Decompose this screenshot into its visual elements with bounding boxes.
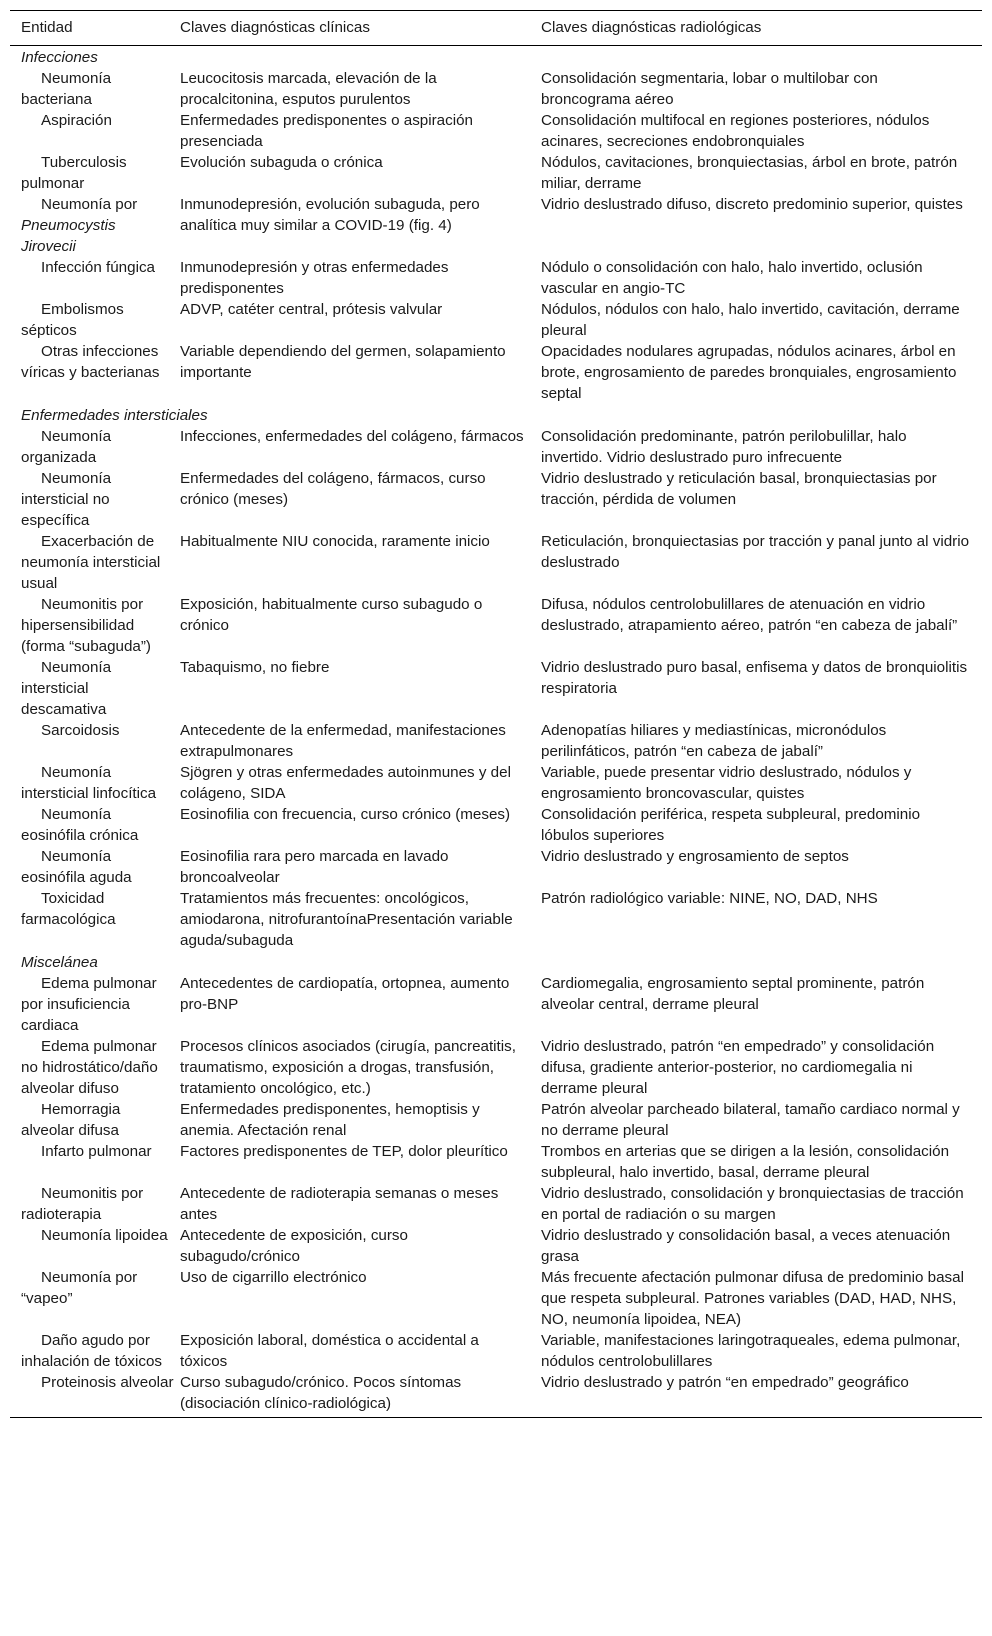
table-row — [10, 973, 982, 1036]
entity-cell — [10, 341, 180, 404]
entity-name: Neumonía por “vapeo” — [21, 1269, 138, 1307]
clinical-keys-cell: Evolución subaguda o crónica — [180, 154, 383, 171]
entity-cell — [10, 426, 180, 468]
entity-name: Tuberculosis pulmonar — [21, 154, 127, 192]
entity-cell — [10, 1036, 180, 1099]
table-row — [10, 804, 982, 846]
entity-name: Hemorragia alveolar difusa — [21, 1101, 121, 1139]
table-row — [10, 257, 982, 299]
clinical-keys-cell: Procesos clínicos asociados (cirugía, pancreatitis, traumatismo, exposición a drogas, transfusión, tratamiento oncológico, etc.) — [180, 1038, 516, 1097]
clinical-keys-cell: Eosinofilia con frecuencia, curso crónico (meses) — [180, 806, 511, 823]
section-row — [10, 951, 982, 973]
table-row — [10, 194, 982, 257]
table-row — [10, 594, 982, 657]
clinical-keys-cell: Infecciones, enfermedades del colágeno, fármacos — [180, 428, 524, 445]
clinical-keys-cell: Antecedente de exposición, curso subagudo/crónico — [180, 1227, 408, 1265]
clinical-keys-cell: Antecedentes de cardiopatía, ortopnea, aumento pro-BNP — [180, 975, 510, 1013]
table-row — [10, 1141, 982, 1183]
entity-cell — [10, 299, 180, 341]
radiological-keys-cell: Consolidación segmentaria, lobar o multilobar con broncograma aéreo — [541, 70, 878, 108]
clinical-keys-cell: Uso de cigarrillo electrónico — [180, 1269, 367, 1286]
header-radiological-keys: Claves diagnósticas radiológicas — [541, 11, 982, 46]
radiological-keys-cell: Nódulos, cavitaciones, bronquiectasias, árbol en brote, patrón miliar, derrame — [541, 154, 958, 192]
entity-name: Neumonía organizada — [21, 428, 112, 466]
entity-cell — [10, 1225, 180, 1267]
table-row — [10, 762, 982, 804]
entity-name: Sarcoidosis — [41, 722, 120, 739]
entity-cell — [10, 468, 180, 531]
radiological-keys-cell: Más frecuente afectación pulmonar difusa de predominio basal que respeta subpleural. Patrones variables (DAD, HAD, NHS, NO, neumonía lipoidea, NEA) — [541, 1269, 964, 1328]
clinical-keys-cell: Inmunodepresión y otras enfermedades predisponentes — [180, 259, 449, 297]
entity-cell — [10, 257, 180, 299]
radiological-keys-cell: Vidrio deslustrado y engrosamiento de septos — [541, 848, 849, 865]
clinical-keys-cell: Antecedente de la enfermedad, manifestaciones extrapulmonares — [180, 722, 506, 760]
table-row — [10, 299, 982, 341]
clinical-keys-cell: Sjögren y otras enfermedades autoinmunes y del colágeno, SIDA — [180, 764, 511, 802]
differential-diagnosis-table — [10, 10, 982, 1418]
entity-name: Edema pulmonar por insuficiencia cardiaca — [21, 975, 157, 1034]
radiological-keys-cell: Vidrio deslustrado difuso, discreto predominio superior, quistes — [541, 196, 963, 213]
table-row — [10, 68, 982, 110]
section-row — [10, 46, 982, 69]
table-row — [10, 1372, 982, 1418]
clinical-keys-cell: Leucocitosis marcada, elevación de la procalcitonina, esputos purulentos — [180, 70, 437, 108]
table-row — [10, 1330, 982, 1372]
clinical-keys-cell: Antecedente de radioterapia semanas o meses antes — [180, 1185, 499, 1223]
clinical-keys-cell: Tratamientos más frecuentes: oncológicos, amiodarona, nitrofurantoínaPresentación variable aguda/subaguda — [180, 890, 513, 949]
radiological-keys-cell: Consolidación periférica, respeta subpleural, predominio lóbulos superiores — [541, 806, 921, 844]
entity-cell — [10, 720, 180, 762]
entity-name: Neumonía eosinófila crónica — [21, 806, 139, 844]
table-row — [10, 1183, 982, 1225]
radiological-keys-cell: Adenopatías hiliares y mediastínicas, micronódulos perilinfáticos, patrón “en cabeza de jabalí” — [541, 722, 887, 760]
section-title: Miscelánea — [21, 954, 98, 971]
header-entity: Entidad — [10, 11, 180, 46]
table-row — [10, 152, 982, 194]
clinical-keys-cell: Enfermedades predisponentes, hemoptisis y anemia. Afectación renal — [180, 1101, 480, 1139]
entity-cell — [10, 1183, 180, 1225]
entity-name: Neumonía intersticial descamativa — [21, 659, 112, 718]
entity-cell — [10, 68, 180, 110]
clinical-keys-cell: Exposición laboral, doméstica o accidental a tóxicos — [180, 1332, 479, 1370]
entity-cell — [10, 1141, 180, 1183]
radiological-keys-cell: Variable, puede presentar vidrio deslustrado, nódulos y engrosamiento broncovascular, quistes — [541, 764, 912, 802]
entity-name: Neumonía intersticial no específica — [21, 470, 112, 529]
entity-cell — [10, 1330, 180, 1372]
entity-name: Neumonitis por radioterapia — [21, 1185, 144, 1223]
clinical-keys-cell: Habitualmente NIU conocida, raramente inicio — [180, 533, 490, 550]
entity-cell — [10, 1099, 180, 1141]
table-row — [10, 468, 982, 531]
entity-cell — [10, 846, 180, 888]
entity-cell — [10, 110, 180, 152]
clinical-keys-cell: Curso subagudo/crónico. Pocos síntomas (disociación clínico-radiológica) — [180, 1372, 541, 1418]
radiological-keys-cell: Vidrio deslustrado, consolidación y bronquiectasias de tracción en portal de radiación o su margen — [541, 1185, 964, 1223]
entity-name: Neumonía intersticial linfocítica — [21, 764, 157, 802]
clinical-keys-cell: Enfermedades del colágeno, fármacos, curso crónico (meses) — [180, 470, 486, 508]
entity-cell — [10, 1267, 180, 1330]
radiological-keys-cell: Nódulos, nódulos con halo, halo invertido, cavitación, derrame pleural — [541, 301, 960, 339]
table-row — [10, 1099, 982, 1141]
table-body — [10, 46, 982, 1418]
entity-name: Toxicidad farmacológica — [21, 890, 116, 928]
section-title: Enfermedades intersticiales — [21, 407, 208, 424]
clinical-keys-cell: Factores predisponentes de TEP, dolor pleurítico — [180, 1143, 508, 1160]
entity-name-italic: Pneumocystis Jirovecii — [21, 217, 116, 255]
radiological-keys-cell: Vidrio deslustrado puro basal, enfisema y datos de bronquiolitis respiratoria — [541, 659, 968, 697]
radiological-keys-cell: Variable, manifestaciones laringotraqueales, edema pulmonar, nódulos centrolobulillares — [541, 1332, 961, 1370]
radiological-keys-cell: Vidrio deslustrado y patrón “en empedrado” geográfico — [541, 1372, 982, 1418]
entity-name: Infección fúngica — [41, 259, 155, 276]
entity-name: Otras infecciones víricas y bacterianas — [21, 343, 160, 381]
radiological-keys-cell: Vidrio deslustrado y consolidación basal, a veces atenuación grasa — [541, 1227, 951, 1265]
clinical-keys-cell: Eosinofilia rara pero marcada en lavado broncoalveolar — [180, 848, 449, 886]
entity-cell — [10, 973, 180, 1036]
radiological-keys-cell: Difusa, nódulos centrolobulillares de atenuación en vidrio deslustrado, atrapamiento aéreo, patrón “en cabeza de jabalí” — [541, 596, 958, 634]
radiological-keys-cell: Patrón alveolar parcheado bilateral, tamaño cardiaco normal y no derrame pleural — [541, 1101, 960, 1139]
entity-cell — [10, 762, 180, 804]
table-row — [10, 341, 982, 404]
entity-name: Daño agudo por inhalación de tóxicos — [21, 1332, 162, 1370]
clinical-keys-cell: Variable dependiendo del germen, solapamiento importante — [180, 343, 506, 381]
entity-name: Neumonitis por hipersensibilidad (forma “subaguda”) — [21, 596, 151, 655]
differential-diagnosis-table-container — [10, 10, 982, 1418]
radiological-keys-cell: Cardiomegalia, engrosamiento septal prominente, patrón alveolar central, derrame pleural — [541, 975, 925, 1013]
table-row — [10, 1225, 982, 1267]
entity-name: Edema pulmonar no hidrostático/daño alveolar difuso — [21, 1038, 158, 1097]
section-title: Infecciones — [21, 49, 98, 66]
entity-cell — [10, 657, 180, 720]
table-row — [10, 657, 982, 720]
entity-name: Neumonía eosinófila aguda — [21, 848, 132, 886]
entity-name: Exacerbación de neumonía intersticial usual — [21, 533, 161, 592]
entity-name: Aspiración — [41, 112, 112, 129]
entity-cell — [10, 194, 180, 257]
table-header — [10, 11, 982, 46]
table-row — [10, 888, 982, 951]
radiological-keys-cell: Reticulación, bronquiectasias por tracción y panal junto al vidrio deslustrado — [541, 533, 970, 571]
table-row — [10, 531, 982, 594]
entity-name: Embolismos sépticos — [21, 301, 124, 339]
header-row — [10, 11, 982, 46]
table-row — [10, 720, 982, 762]
entity-cell — [10, 888, 180, 951]
clinical-keys-cell: Tabaquismo, no fiebre — [180, 659, 330, 676]
radiological-keys-cell: Consolidación predominante, patrón perilobulillar, halo invertido. Vidrio deslustrado puro infrecuente — [541, 428, 907, 466]
entity-cell — [10, 531, 180, 594]
header-clinical-keys: Claves diagnósticas clínicas — [180, 11, 541, 46]
clinical-keys-cell: Exposición, habitualmente curso subagudo o crónico — [180, 596, 483, 634]
entity-cell — [10, 804, 180, 846]
radiological-keys-cell: Trombos en arterias que se dirigen a la lesión, consolidación subpleural, halo invertido, basal, derrame pleural — [541, 1143, 950, 1181]
section-row — [10, 404, 982, 426]
entity-cell — [10, 152, 180, 194]
entity-cell — [10, 594, 180, 657]
radiological-keys-cell: Patrón radiológico variable: NINE, NO, DAD, NHS — [541, 890, 878, 907]
clinical-keys-cell: Inmunodepresión, evolución subaguda, pero analítica muy similar a COVID-19 (fig. 4) — [180, 196, 480, 234]
entity-name: Neumonía bacteriana — [21, 70, 112, 108]
radiological-keys-cell: Vidrio deslustrado y reticulación basal, bronquiectasias por tracción, pérdida de volumen — [541, 470, 937, 508]
clinical-keys-cell: ADVP, catéter central, prótesis valvular — [180, 301, 443, 318]
table-row — [10, 846, 982, 888]
entity-name: Proteinosis alveolar — [41, 1374, 174, 1391]
radiological-keys-cell: Vidrio deslustrado, patrón “en empedrado” y consolidación difusa, gradiente anterior-posterior, no cardiomegalia ni derrame pleural — [541, 1038, 935, 1097]
entity-name: Infarto pulmonar — [41, 1143, 152, 1160]
entity-cell — [10, 1372, 180, 1418]
radiological-keys-cell: Nódulo o consolidación con halo, halo invertido, oclusión vascular en angio-TC — [541, 259, 923, 297]
radiological-keys-cell: Consolidación multifocal en regiones posteriores, nódulos acinares, secreciones endobronquiales — [541, 112, 930, 150]
table-row — [10, 1036, 982, 1099]
table-row — [10, 110, 982, 152]
radiological-keys-cell: Opacidades nodulares agrupadas, nódulos acinares, árbol en brote, engrosamiento de paredes bronquiales, engrosamiento septal — [541, 343, 957, 402]
entity-name: Neumonía por — [41, 196, 138, 213]
entity-name: Neumonía lipoidea — [41, 1227, 168, 1244]
table-row — [10, 426, 982, 468]
table-row — [10, 1267, 982, 1330]
clinical-keys-cell: Enfermedades predisponentes o aspiración presenciada — [180, 112, 473, 150]
